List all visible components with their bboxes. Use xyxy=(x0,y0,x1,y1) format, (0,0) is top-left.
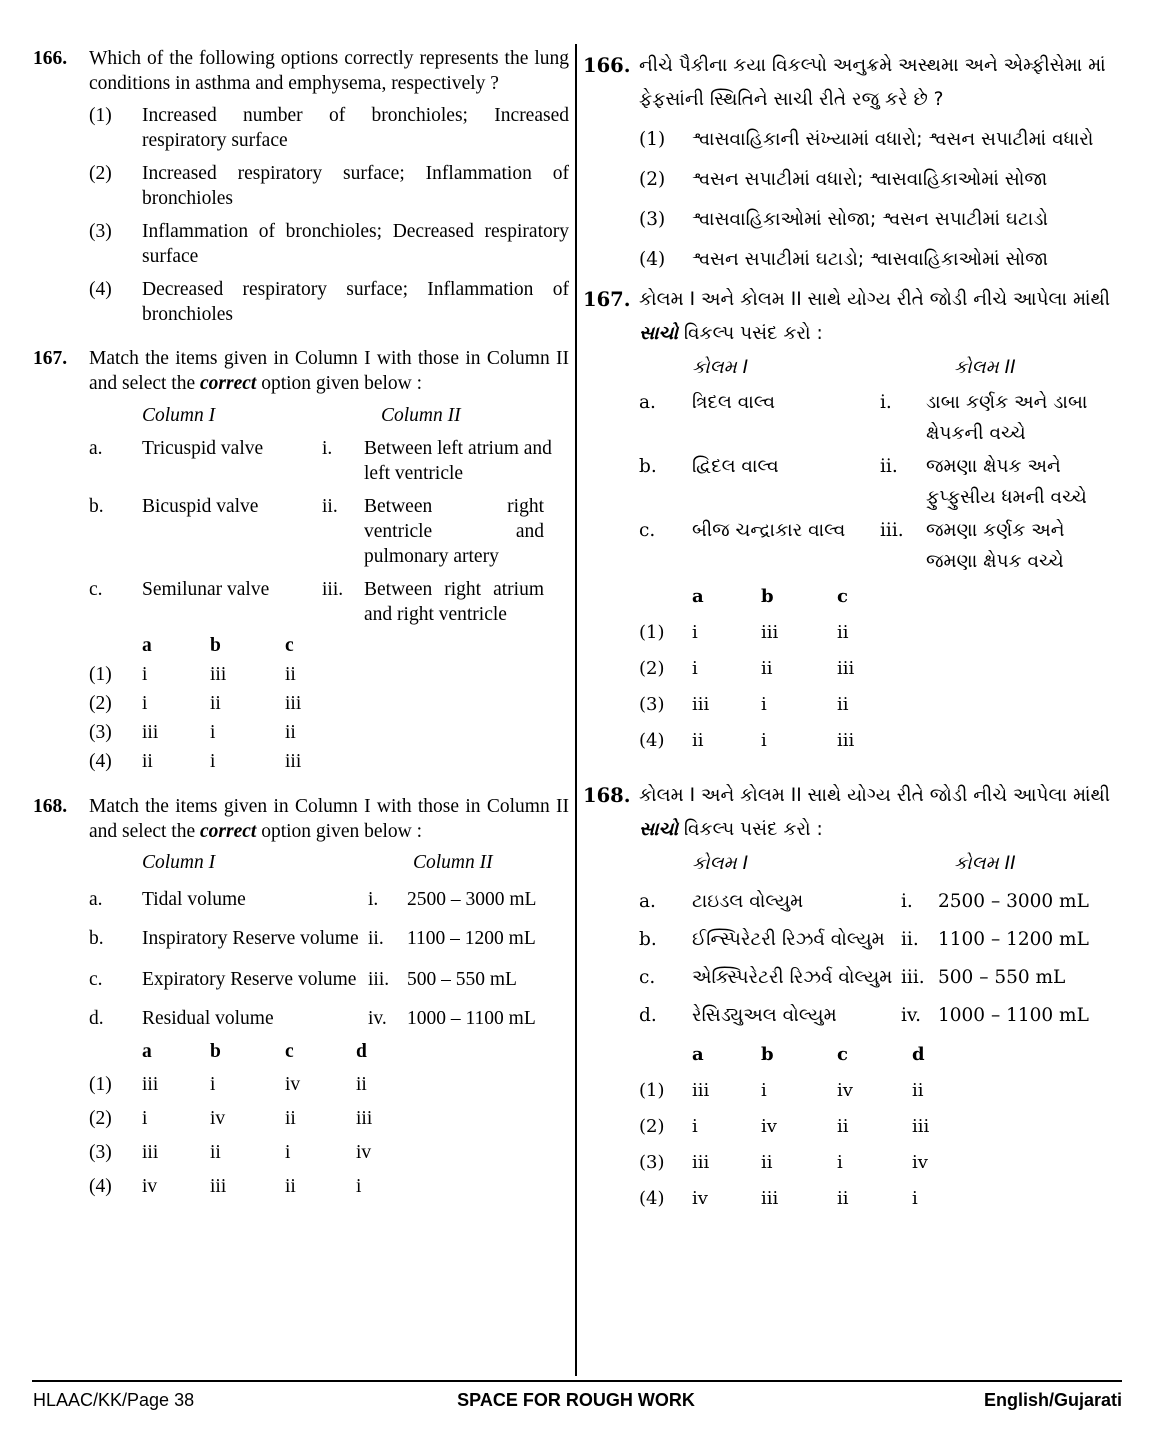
option-3[interactable] xyxy=(89,219,569,269)
option-text: Decreased respiratory surface; Inflammation of bronchioles xyxy=(142,279,569,325)
question-166-gu xyxy=(583,49,1123,277)
question-168-gu xyxy=(583,779,1123,1217)
answer-option-2[interactable]: (2) i ii iii xyxy=(639,658,855,679)
question-stem: નીચે પૈકીના કયા વિકલ્પો અનુક્રમે અસ્થમા અને એમ્ફીસેમા માં ફેફસાંની સ્થિતિને સાચી રીતે રજુ કરે છે ? xyxy=(639,55,1106,110)
match-row-a: a. Tricuspid valve i. Between left atrium and left ventricle xyxy=(89,438,552,484)
column-i-header: Column I xyxy=(142,852,216,873)
column-i-header: કોલમ I xyxy=(692,357,749,378)
answer-option-4[interactable]: (4) iv iii ii i xyxy=(639,1188,918,1209)
column-ii-header: Column II xyxy=(413,852,493,873)
question-number: 168. xyxy=(33,796,68,817)
option-number: (3) xyxy=(89,221,112,242)
option-number: (4) xyxy=(89,279,112,300)
column-ii-header: કોલમ II xyxy=(954,357,1016,378)
answer-option-3[interactable]: (3) iii ii i iv xyxy=(89,1142,372,1163)
footer-rule xyxy=(32,1380,1122,1382)
answer-option-2[interactable]: (2) i iv ii iii xyxy=(639,1116,930,1137)
answer-option-1[interactable]: (1) iii i iv ii xyxy=(89,1074,367,1095)
question-number: 166. xyxy=(33,48,68,69)
language-label: English/Gujarati xyxy=(983,1390,1122,1410)
answer-option-1[interactable]: (1) i iii ii xyxy=(639,622,849,643)
question-167-en xyxy=(33,346,569,774)
column-i-header: Column I xyxy=(142,405,216,426)
match-row-a: a. Tidal volume i. 2500 – 3000 mL xyxy=(89,889,537,910)
match-row-b: b. દ્વિદલ વાલ્વ ii. જમણા ક્ષેપક અને ફુપ્ફુસીય ધમની વચ્ચે xyxy=(639,456,1087,508)
answer-option-2[interactable]: (2) i ii iii xyxy=(89,693,302,714)
option-number: (2) xyxy=(639,169,666,190)
match-row-c: c. એક્સ્પિરેટરી રિઝર્વ વોલ્યુમ iii. 500 – 550 mL xyxy=(639,967,1066,988)
match-row-c: c. Semilunar valve iii. Between right atrium and right ventricle xyxy=(89,579,544,625)
question-number: 167. xyxy=(33,348,68,369)
question-number: 167. xyxy=(583,288,631,311)
option-number: (2) xyxy=(89,163,112,184)
column-headers xyxy=(89,850,569,875)
option-1[interactable] xyxy=(89,103,569,153)
option-number: (4) xyxy=(639,249,666,270)
answer-option-3[interactable]: (3) iii i ii xyxy=(639,694,849,715)
question-number: 166. xyxy=(583,54,631,77)
question-stem: Which of the following options correctly represents the lung conditions in asthma and emphysema, respectively ? xyxy=(89,48,569,94)
option-2[interactable] xyxy=(89,161,569,211)
match-row-b: b. Bicuspid valve ii. Between right ventricle and pulmonary artery xyxy=(89,496,544,567)
english-column xyxy=(33,42,569,1199)
option-2[interactable] xyxy=(639,163,1123,197)
match-row-a: a. ત્રિદલ વાલ્વ i. ડાબા કર્ણક અને ડાબા ક્ષેપકની વચ્ચે xyxy=(639,392,1088,444)
column-divider xyxy=(575,44,577,1376)
question-stem: Match the items given in Column I with those in Column II and select the correct option given below : xyxy=(89,348,569,394)
answer-option-2[interactable]: (2) i iv ii iii xyxy=(89,1108,373,1129)
gujarati-column xyxy=(583,42,1123,1217)
answer-header: a b c xyxy=(142,635,294,656)
option-text: શ્વસન સપાટીમાં વધારો; શ્વાસવાહિકાઓમાં સોજા xyxy=(692,169,1048,190)
answer-option-1[interactable]: (1) i iii ii xyxy=(89,664,296,685)
answer-option-3[interactable]: (3) iii ii i iv xyxy=(639,1152,928,1173)
option-text: Increased respiratory surface; Inflammation of bronchioles xyxy=(142,163,569,209)
option-text: Inflammation of bronchioles; Decreased respiratory surface xyxy=(142,221,569,267)
answer-option-4[interactable]: (4) ii i iii xyxy=(89,751,302,772)
match-row-b: b. Inspiratory Reserve volume ii. 1100 – 1200 mL xyxy=(89,928,536,949)
question-167-gu xyxy=(583,283,1123,759)
question-168-en xyxy=(33,794,569,1199)
option-number: (3) xyxy=(639,209,666,230)
option-text: શ્વાસવાહિકાની સંખ્યામાં વધારો; શ્વસન સપાટીમાં વધારો xyxy=(692,129,1094,150)
question-stem: Match the items given in Column I with those in Column II and select the correct option given below : xyxy=(89,796,569,842)
column-ii-header: કોલમ II xyxy=(954,853,1016,874)
option-text: Increased number of bronchioles; Increased respiratory surface xyxy=(142,105,569,151)
question-number: 168. xyxy=(583,784,631,807)
option-4[interactable] xyxy=(89,277,569,327)
answer-header: a b c d xyxy=(692,1044,925,1065)
answer-option-1[interactable]: (1) iii i iv ii xyxy=(639,1080,924,1101)
answer-option-4[interactable]: (4) iv iii ii i xyxy=(89,1176,362,1197)
match-row-c: c. બીજ ચન્દ્રાકાર વાલ્વ iii. જમણા કર્ણક અને જમણા ક્ષેપક વચ્ચે xyxy=(639,520,1065,572)
answer-option-3[interactable]: (3) iii i ii xyxy=(89,722,296,743)
match-row-c: c. Expiratory Reserve volume iii. 500 – 550 mL xyxy=(89,969,517,990)
answer-header: a b c d xyxy=(142,1041,367,1062)
option-number: (1) xyxy=(89,105,112,126)
page-code: HLAAC/KK/Page 38 xyxy=(33,1390,195,1410)
question-stem: કોલમ I અને કોલમ II સાથે યોગ્ય રીતે જોડી નીચે આપેલા માંથી સાચો વિકલ્પ પસંદ કરો : xyxy=(639,289,1111,344)
column-headers xyxy=(89,403,569,428)
column-headers xyxy=(639,351,1123,385)
answer-header: a b c xyxy=(692,586,848,607)
question-166-en xyxy=(33,46,569,327)
option-3[interactable] xyxy=(639,203,1123,237)
option-4[interactable] xyxy=(639,243,1123,277)
match-row-d: d. Residual volume iv. 1000 – 1100 mL xyxy=(89,1008,536,1029)
rough-work-label: SPACE FOR ROUGH WORK xyxy=(457,1390,695,1410)
column-ii-header: Column II xyxy=(381,405,461,426)
option-text: શ્વસન સપાટીમાં ઘટાડો; શ્વાસવાહિકાઓમાં સોજા xyxy=(692,249,1049,270)
match-row-b: b. ઈન્સ્પિરેટરી રિઝર્વ વોલ્યુમ ii. 1100 – 1200 mL xyxy=(639,929,1089,950)
answer-option-4[interactable]: (4) ii i iii xyxy=(639,730,855,751)
option-number: (1) xyxy=(639,129,666,150)
column-headers xyxy=(639,847,1123,881)
option-1[interactable] xyxy=(639,123,1123,157)
match-row-a: a. ટાઇડલ વોલ્યુમ i. 2500 – 3000 mL xyxy=(639,891,1089,912)
option-text: શ્વાસવાહિકાઓમાં સોજા; શ્વસન સપાટીમાં ઘટાડો xyxy=(692,209,1049,230)
question-stem: કોલમ I અને કોલમ II સાથે યોગ્ય રીતે જોડી નીચે આપેલા માંથી સાચો વિકલ્પ પસંદ કરો : xyxy=(639,785,1111,840)
column-i-header: કોલમ I xyxy=(692,853,749,874)
match-row-d: d. રેસિડ્યુઅલ વોલ્યુમ iv. 1000 – 1100 mL xyxy=(639,1005,1089,1026)
